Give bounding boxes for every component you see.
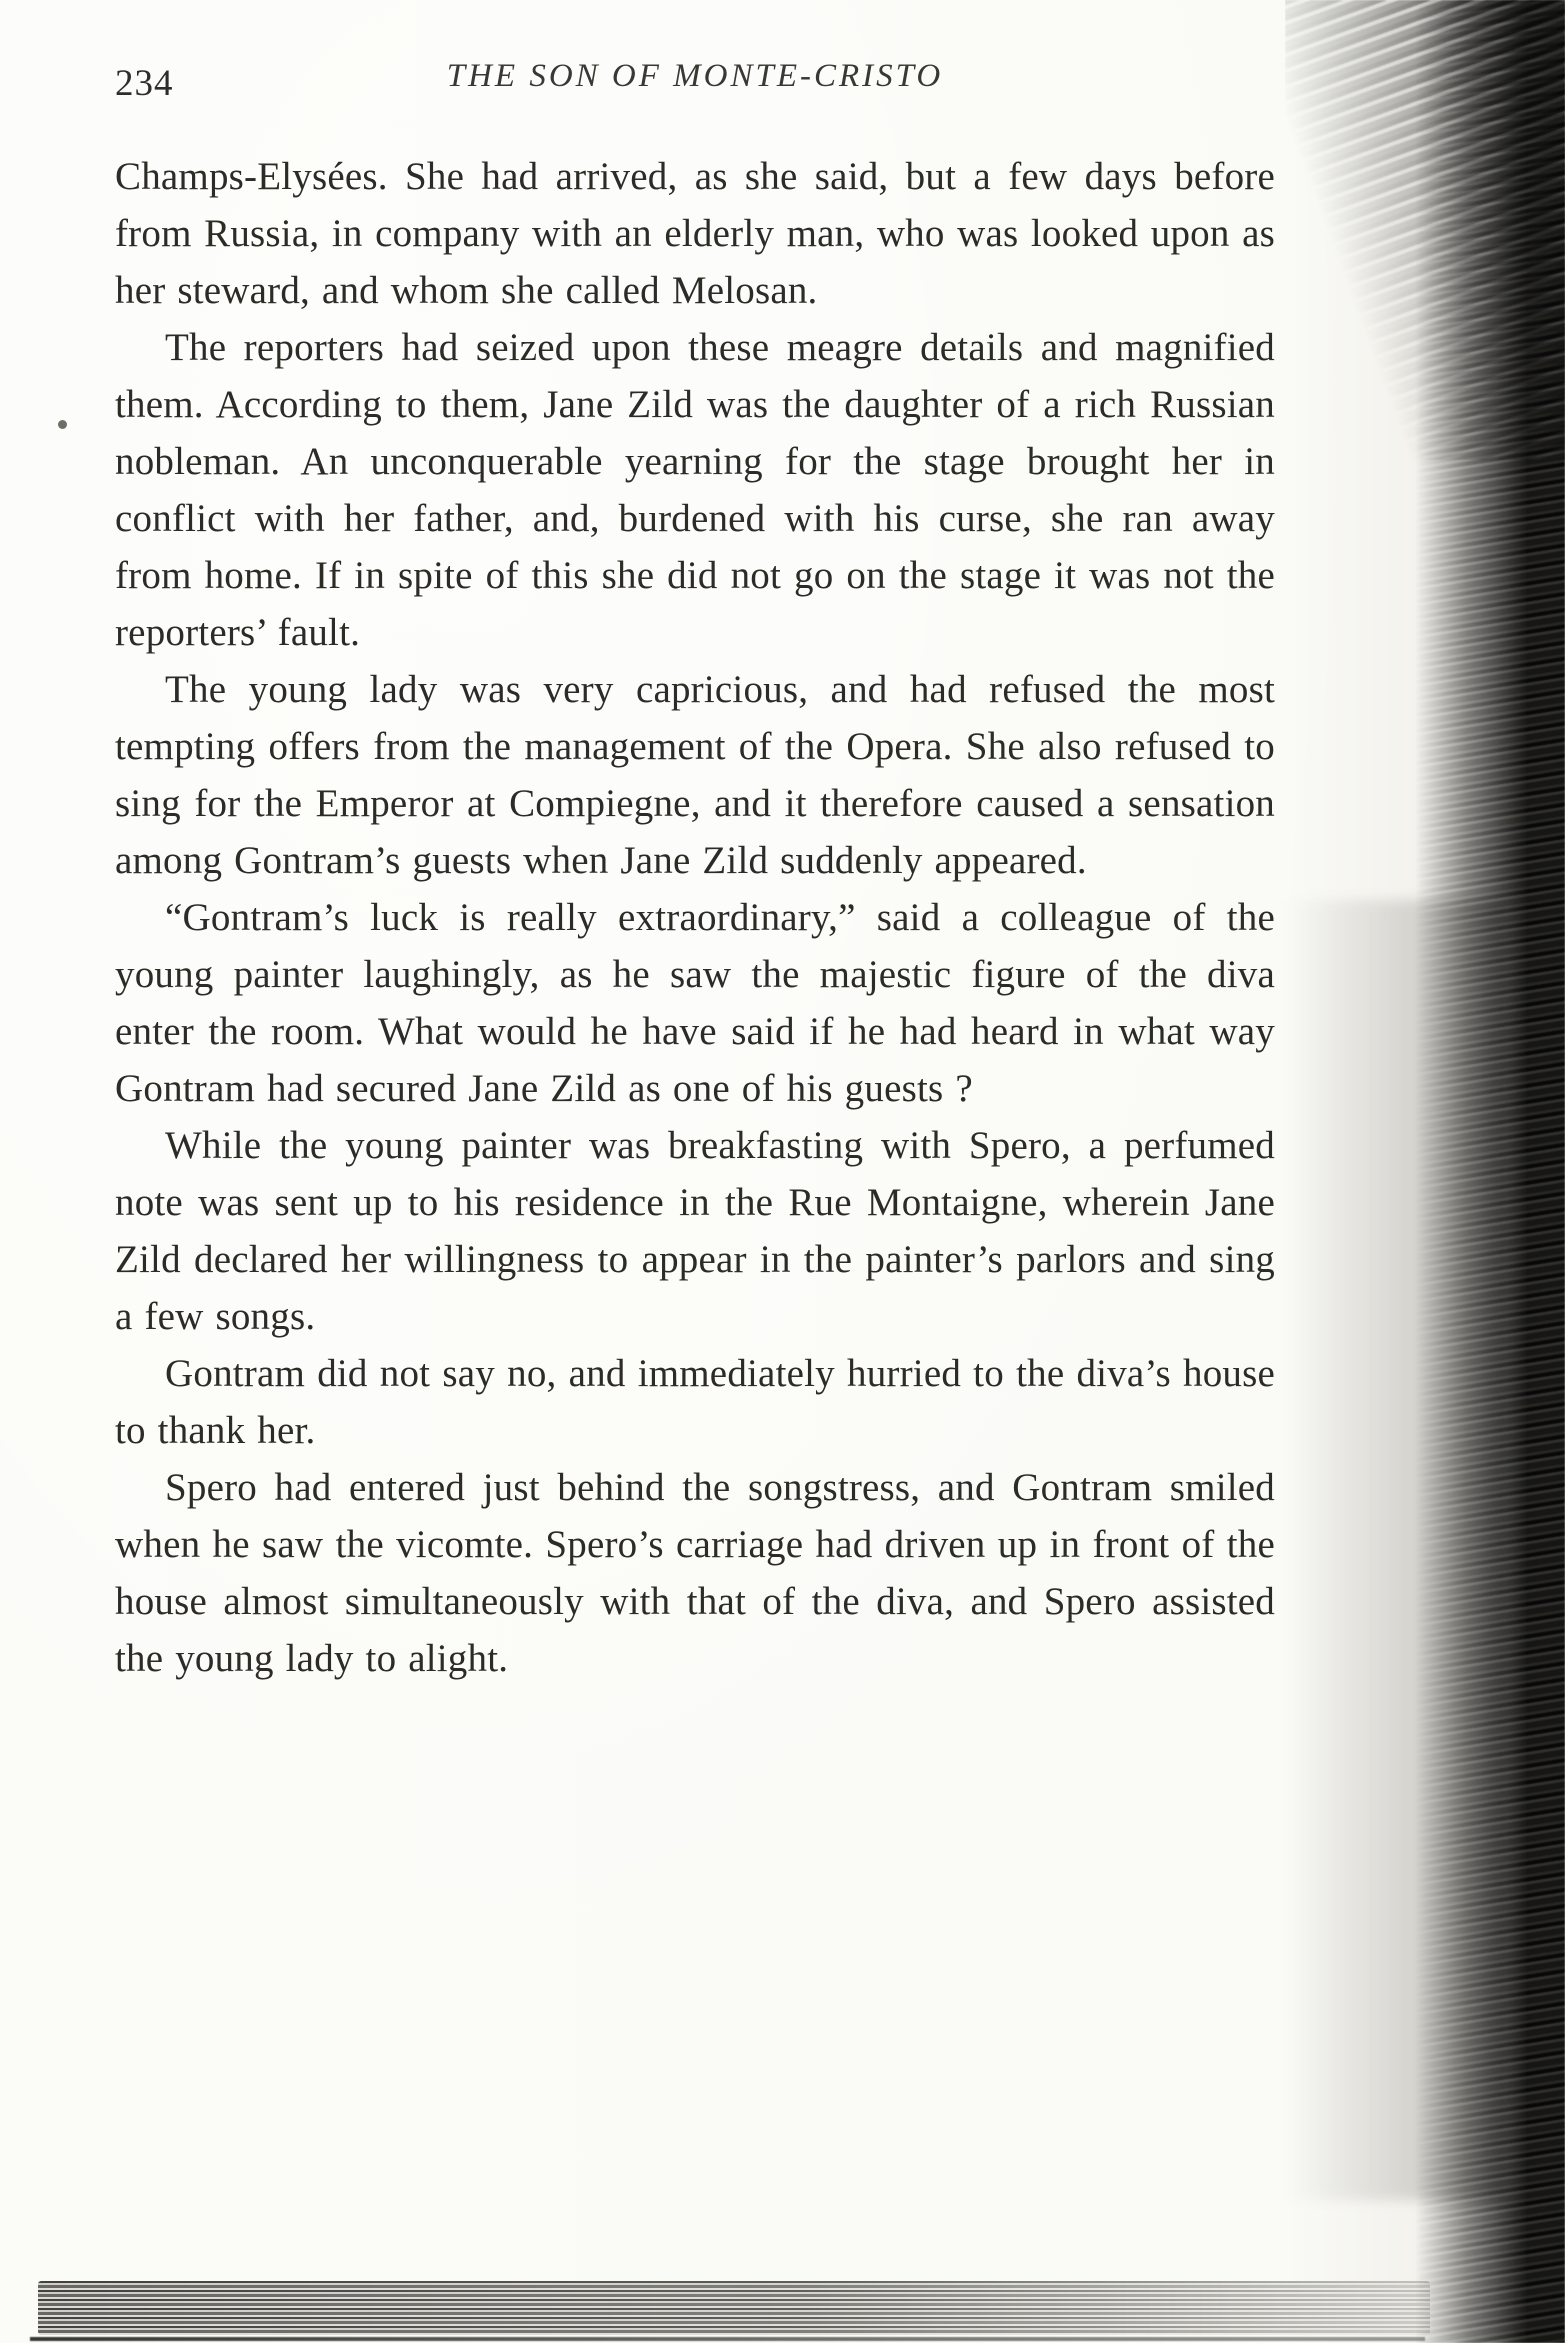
paragraph: The young lady was very capricious, and had refused the most tempting offers from the management of the Opera. She also refused to sing for the Emperor at Compiegne, and it therefore caused a sensation among Gontram’s guests when Jane Zild suddenly appeared. <box>115 668 1275 882</box>
paragraph: While the young painter was breakfasting with Spero, a perfumed note was sent up to his residence in the Rue Montaigne, wherein Jane Zild declared her willingness to appear in the painter’s parlors and sing a few songs. <box>115 1124 1275 1338</box>
ink-speck <box>58 420 67 429</box>
scan-corner-top-right <box>1285 0 1565 460</box>
page-number: 234 <box>115 63 174 104</box>
page-edge-stripes <box>38 2281 1430 2335</box>
page-edge-baseline <box>30 2337 1425 2341</box>
paragraph: The reporters had seized upon these meagre details and magnified them. According to them, Jane Zild was the daughter of a rich Russian nobleman. An unconquerable yearning for the stage brought her in conflict with her father, and, burdened with his curse, she ran away from home. If in spite of this she did not go on the stage it was not the reporters’ fault. <box>115 326 1275 654</box>
paragraph: Spero had entered just behind the songstress, and Gontram smiled when he saw the vicomte. Spero’s carriage had driven up in front of the house almost simultaneously with that of the diva, and Spero assisted the young lady to alight. <box>115 1466 1275 1680</box>
paragraph: “Gontram’s luck is really extraordinary,” said a colleague of the young painter laughingly, as he saw the majestic figure of the diva enter the room. What would he have said if he had heard in what way Gontram had secured Jane Zild as one of his guests ? <box>115 896 1275 1110</box>
running-header-title: THE SON OF MONTE-CRISTO <box>446 58 944 94</box>
running-head <box>115 58 1275 108</box>
text-block <box>115 148 1275 1687</box>
paragraph: Gontram did not say no, and immediately hurried to the diva’s house to thank her. <box>115 1352 1275 1452</box>
paragraph: Champs-Elysées. She had arrived, as she said, but a few days before from Russia, in company with an elderly man, who was looked upon as her steward, and whom she called Melosan. <box>115 155 1275 312</box>
